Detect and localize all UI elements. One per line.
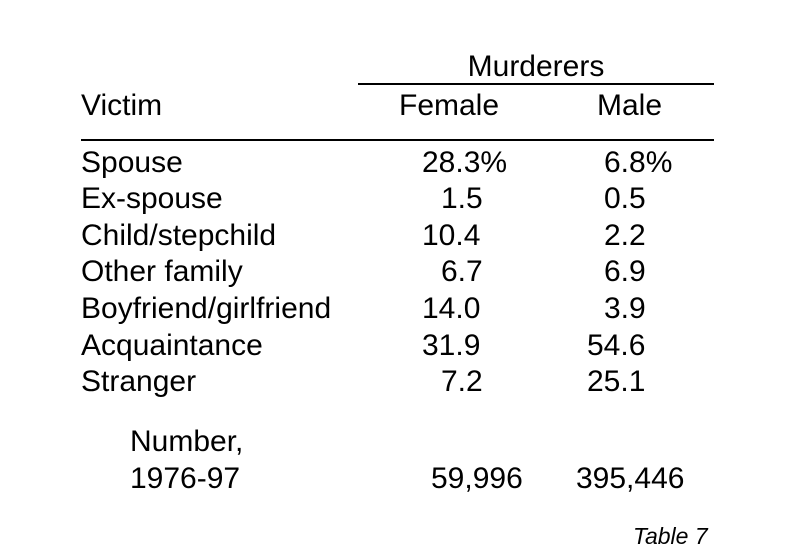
female-value: 31.9 xyxy=(422,329,481,362)
male-value: 0.5 xyxy=(604,182,646,215)
row-label: Stranger xyxy=(81,365,197,398)
row-label: Acquaintance xyxy=(81,329,263,362)
total-male-value: 395,446 xyxy=(576,462,685,495)
row-header-victim: Victim xyxy=(81,89,163,122)
row-label: Boyfriend/girlfriend xyxy=(81,292,332,325)
header-rule xyxy=(81,139,714,141)
row-label: Child/stepchild xyxy=(81,219,277,252)
total-label-line2: 1976-97 xyxy=(130,462,241,495)
table-caption: Table 7 xyxy=(633,523,708,549)
column-header-male: Male xyxy=(597,89,663,122)
female-value: 14.0 xyxy=(422,292,481,325)
male-value: 6.9 xyxy=(604,255,646,288)
male-value: 2.2 xyxy=(604,219,646,252)
male-value: 54.6 xyxy=(587,329,646,362)
group-header-murderers: Murderers xyxy=(467,50,605,83)
column-header-female: Female xyxy=(399,89,500,122)
row-label: Other family xyxy=(81,255,243,288)
male-value: 25.1 xyxy=(587,365,646,398)
total-label-line1: Number, xyxy=(130,425,244,458)
female-value: 10.4 xyxy=(422,219,481,252)
row-label: Spouse xyxy=(81,146,183,179)
female-value: 7.2 xyxy=(441,365,483,398)
total-female-value: 59,996 xyxy=(431,462,523,495)
female-value: 1.5 xyxy=(441,182,483,215)
male-value: 6.8% xyxy=(604,146,673,179)
female-value: 28.3% xyxy=(422,146,508,179)
group-header-rule xyxy=(358,83,714,85)
female-value: 6.7 xyxy=(441,255,483,288)
row-label: Ex-spouse xyxy=(81,182,223,215)
male-value: 3.9 xyxy=(604,292,646,325)
